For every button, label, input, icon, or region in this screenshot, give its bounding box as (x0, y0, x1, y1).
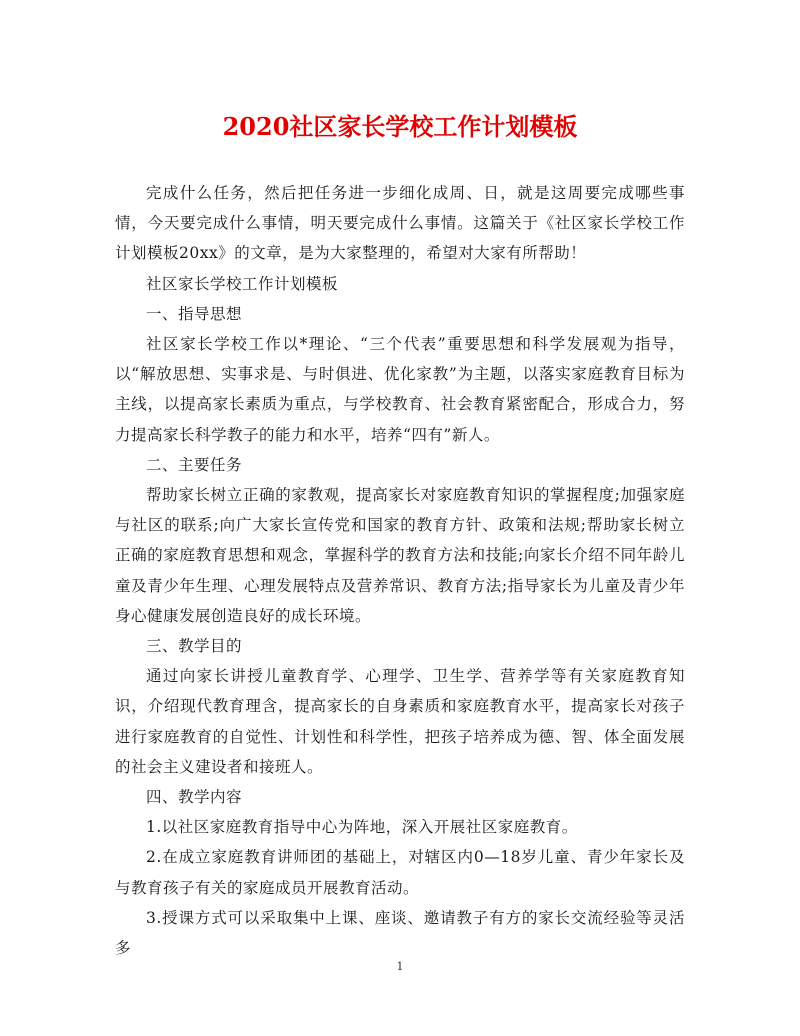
document-body (115, 178, 685, 963)
subtitle-paragraph: 社区家长学校工作计划模板 (146, 274, 339, 293)
section-heading-main-tasks: 二、主要任务 (146, 455, 243, 474)
teaching-purpose-paragraph: 通过向家长讲授儿童教育学、心理学、卫生学、营养学等有关家庭教育知识，介绍现代教育理含，提高家长的自身素质和家庭教育水平，提高家长对孩子进行家庭教育的自觉性、计划性和科学性，把孩子培养成为德、智、体全面发展的社会主义建设者和接班人。 (115, 667, 685, 776)
content-item-1: 1.以社区家庭教育指导中心为阵地，深入开展社区家庭教育。 (146, 818, 578, 837)
main-tasks-paragraph: 帮助家长树立正确的家教观，提高家长对家庭教育知识的掌握程度;加强家庭与社区的联系;向广大家长宣传党和国家的教育方针、政策和法规;帮助家长树立正确的家庭教育思想和观念，掌握科学的教育方法和技能;向家长介绍不同年龄儿童及青少年生理、心理发展特点及营养常识、教育方法;指导家长为儿童及青少年身心健康发展创造良好的成长环境。 (115, 486, 685, 625)
page-number: 1 (396, 960, 404, 973)
document-title: 2020社区家长学校工作计划模板 (222, 112, 578, 141)
content-item-2: 2.在成立家庭教育讲师团的基础上，对辖区内0—18岁儿童、青少年家长及与教育孩子有关的家庭成员开展教育活动。 (115, 848, 685, 897)
content-item-3: 3.授课方式可以采取集中上课、座谈、邀请教子有方的家长交流经验等灵活多 (115, 908, 685, 958)
section-heading-teaching-content: 四、教学内容 (146, 788, 243, 807)
section-heading-teaching-purpose: 三、教学目的 (146, 637, 243, 656)
intro-paragraph: 完成什么任务，然后把任务进一步细化成周、日，就是这周要完成哪些事情，今天要完成什么事情，明天要完成什么事情。这篇关于《社区家长学校工作计划模板20xx》的文章，是为大家整理的，希望对大家有所帮助！ (115, 184, 685, 263)
guiding-ideology-paragraph: 社区家长学校工作以*理论、“三个代表”重要思想和科学发展观为指导，以“解放思想、实事求是、与时俱进、优化家教”为主题，以落实家庭教育目标为主线，以提高家长素质为重点，与学校教育、社会教育紧密配合，形成合力，努力提高家长科学教子的能力和水平，培养“四有”新人。 (115, 335, 685, 444)
section-heading-guiding-ideology: 一、指导思想 (146, 304, 243, 323)
